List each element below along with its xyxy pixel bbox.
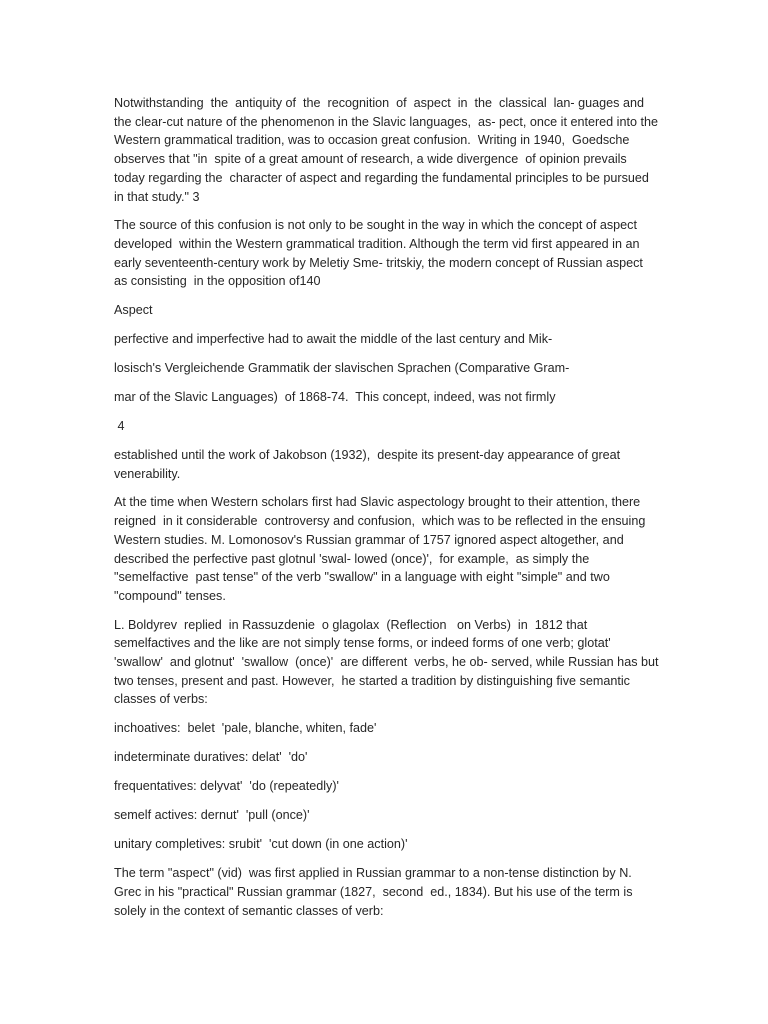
paragraph-slavic-languages-line: mar of the Slavic Languages) of 1868-74. This concept, indeed, was not firmly (114, 390, 556, 405)
list-item-semelfactives: semelf actives: dernut' 'pull (once)' (114, 808, 310, 823)
list-item-inchoatives: inchoatives: belet 'pale, blanche, whiten, fade' (114, 721, 377, 736)
paragraph-boldyrev: L. Boldyrev replied in Rassuzdenie o glagolax (Reflection on Verbs) in 1812 that semelfactives and the like are not simply tense forms, or indeed forms of one verb; glotat' 'swallow' and glotnut' 'swallow (once)' are different verbs, he ob- served, while Russian has but two tenses, present and past. However, he started a tradition by distinguishing five semantic classes of verbs: (114, 617, 662, 707)
paragraph-perfective-line: perfective and imperfective had to await the middle of the last century and Mik- (114, 332, 553, 347)
document-page (114, 94, 662, 930)
paragraph-losisch-line: losisch's Vergleichende Grammatik der slavischen Sprachen (Comparative Gram- (114, 361, 570, 376)
paragraph-term-aspect-grec: The term "aspect" (vid) was first applied in Russian grammar to a non-tense distinction by N. Grec in his "practical" Russian grammar (1827, second ed., 1834). But his use of the term is solely in the context of semantic classes of verb: (114, 866, 637, 918)
paragraph-western-scholars: At the time when Western scholars first had Slavic aspectology brought to their attention, there reigned in it considerable controversy and confusion, which was to be reflected in the ensuing Western studies. M. Lomonosov's Russian grammar of 1757 ignored aspect altogether, and described the perfective past glotnul 'swal- lowed (once)', for example, as simply the "semelfactive past tense" of the verb "swallow" in a language with eight "simple" and two "compound" tenses. (114, 495, 649, 603)
list-item-frequentatives: frequentatives: delyvat' 'do (repeatedly)' (114, 779, 339, 794)
list-item-indeterminate-duratives: indeterminate duratives: delat' 'do' (114, 750, 308, 765)
paragraph-source-of-confusion: The source of this confusion is not only to be sought in the way in which the concept of aspect developed within the Western grammatical tradition. Although the term vid first appeared in an early seventeenth-century work by Meletiy Sme- tritskiy, the modern concept of Russian aspect as consisting in the opposition of140 (114, 218, 647, 289)
footnote-marker-4: 4 (114, 419, 125, 434)
paragraph-jakobson: established until the work of Jakobson (1932), despite its present-day appearance of great venerability. (114, 448, 624, 481)
heading-aspect: Aspect (114, 303, 153, 318)
paragraph-antiquity-of-aspect: Notwithstanding the antiquity of the recognition of aspect in the classical lan- guages and the clear-cut nature of the phenomenon in the Slavic languages, as- pect, once it entered into the Western grammatical tradition, was to occasion great confusion. Writing in 1940, Goedsche observes that "in spite of a great amount of research, a wide divergence of opinion prevails today regarding the character of aspect and regarding the fundamental principles to be pursued in that study." 3 (114, 96, 662, 204)
list-item-unitary-completives: unitary completives: srubit' 'cut down (in one action)' (114, 837, 408, 852)
